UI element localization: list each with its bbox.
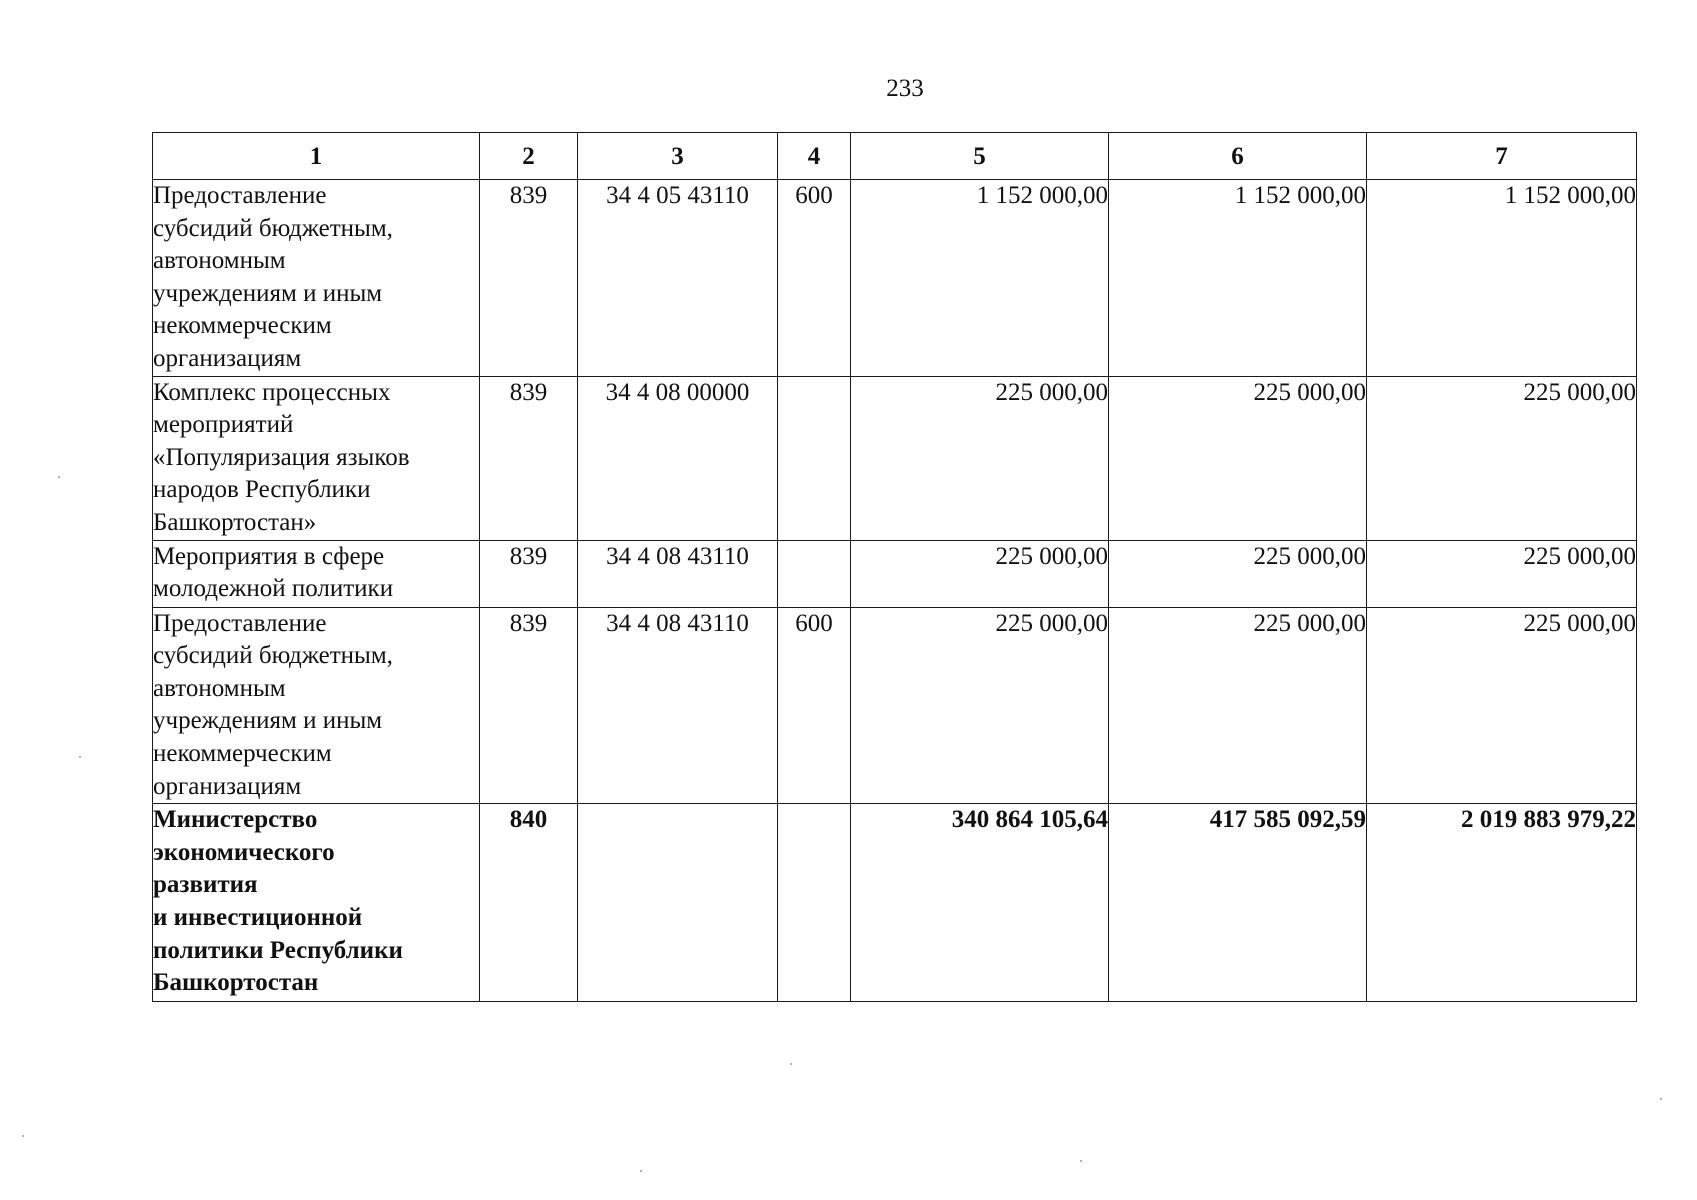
header-cell: 4 [778, 133, 851, 180]
row-code: 839 [480, 180, 578, 377]
header-row [153, 133, 1637, 180]
row-expense-type: 600 [778, 180, 851, 377]
row-name: Предоставление субсидий бюджетным, автономным учреждениям и иным некоммерческим организациям [153, 180, 480, 377]
row-sum-7: 1 152 000,00 [1367, 180, 1637, 377]
row-sum-6: 225 000,00 [1109, 376, 1367, 540]
scan-speck [1660, 1098, 1662, 1100]
row-sum-6: 417 585 092,59 [1109, 804, 1367, 1002]
table-row [153, 607, 1637, 804]
row-sum-7: 2 019 883 979,22 [1367, 804, 1637, 1002]
scan-speck [640, 1170, 642, 1172]
row-sum-6: 225 000,00 [1109, 540, 1367, 607]
scan-speck [790, 1063, 792, 1065]
row-sum-7: 225 000,00 [1367, 540, 1637, 607]
scan-speck [1080, 1160, 1082, 1162]
row-code: 840 [480, 804, 578, 1002]
table-row-total [153, 804, 1637, 1002]
row-code: 839 [480, 540, 578, 607]
row-sum-6: 225 000,00 [1109, 607, 1367, 804]
row-name: Предоставление субсидий бюджетным, автономным учреждениям и иным некоммерческим организациям [153, 607, 480, 804]
row-name: Комплекс процессных мероприятий «Популяризация языков народов Республики Башкортостан» [153, 376, 480, 540]
table-row [153, 180, 1637, 377]
row-expense-type [778, 804, 851, 1002]
row-sum-6: 1 152 000,00 [1109, 180, 1367, 377]
page-number: 233 [886, 75, 924, 102]
table-row [153, 376, 1637, 540]
row-code: 839 [480, 376, 578, 540]
header-cell: 6 [1109, 133, 1367, 180]
scan-speck [22, 1135, 24, 1137]
row-target-item: 34 4 05 43110 [578, 180, 778, 377]
header-cell: 7 [1367, 133, 1637, 180]
scan-speck [79, 756, 81, 758]
header-cell: 5 [851, 133, 1109, 180]
row-expense-type [778, 376, 851, 540]
row-expense-type [778, 540, 851, 607]
table-row [153, 540, 1637, 607]
row-code: 839 [480, 607, 578, 804]
row-sum-5: 225 000,00 [851, 607, 1109, 804]
header-cell: 3 [578, 133, 778, 180]
row-target-item: 34 4 08 43110 [578, 540, 778, 607]
row-sum-5: 225 000,00 [851, 376, 1109, 540]
row-expense-type: 600 [778, 607, 851, 804]
header-cell: 1 [153, 133, 480, 180]
row-sum-5: 340 864 105,64 [851, 804, 1109, 1002]
row-target-item [578, 804, 778, 1002]
row-name: Мероприятия в сфере молодежной политики [153, 540, 480, 607]
scan-speck [58, 476, 60, 478]
row-sum-5: 1 152 000,00 [851, 180, 1109, 377]
row-sum-7: 225 000,00 [1367, 607, 1637, 804]
budget-table [152, 132, 1637, 1002]
row-target-item: 34 4 08 00000 [578, 376, 778, 540]
row-target-item: 34 4 08 43110 [578, 607, 778, 804]
header-cell: 2 [480, 133, 578, 180]
row-name: Министерство экономического развития и инвестиционной политики Республики Башкортостан [153, 804, 480, 1002]
row-sum-7: 225 000,00 [1367, 376, 1637, 540]
row-sum-5: 225 000,00 [851, 540, 1109, 607]
